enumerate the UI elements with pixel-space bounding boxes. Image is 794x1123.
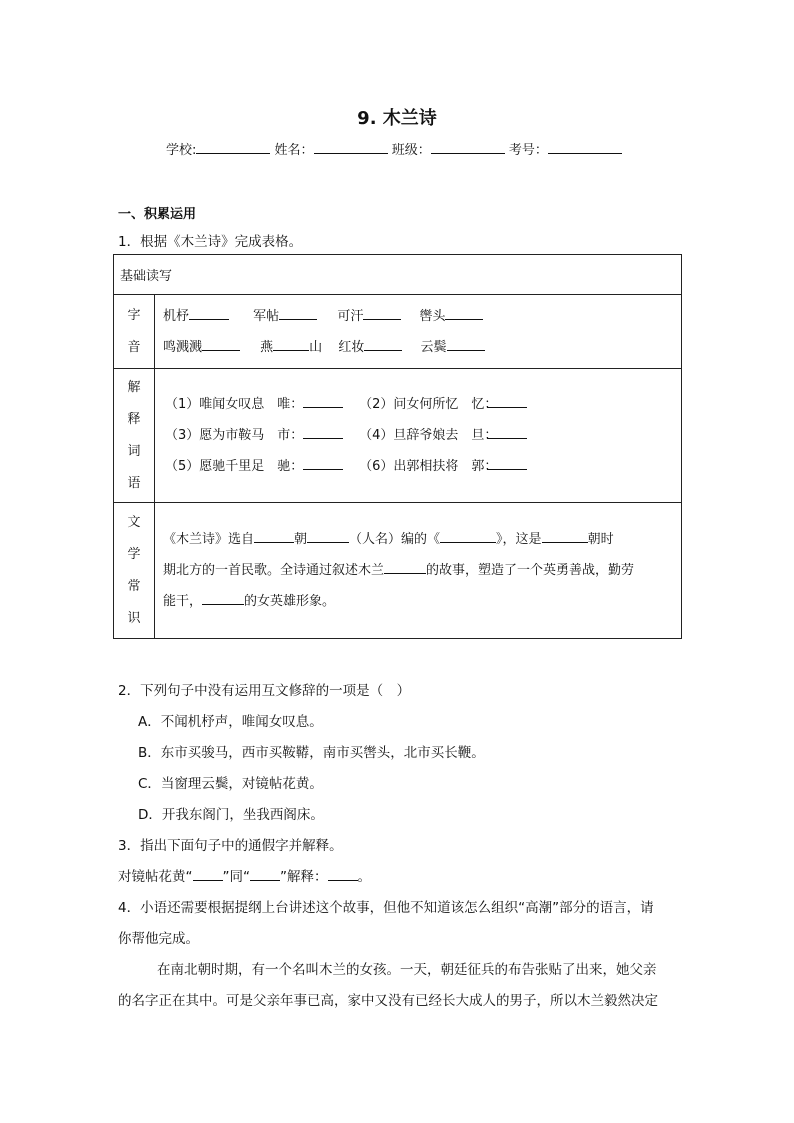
question-3-prompt: 3．指出下面句子中的通假字并解释。	[118, 838, 343, 854]
answer-blank[interactable]	[202, 337, 240, 351]
answer-blank[interactable]	[440, 529, 496, 543]
answer-blank[interactable]	[384, 560, 426, 574]
answer-blank[interactable]	[328, 867, 358, 881]
answer-blank[interactable]	[303, 394, 343, 408]
option-c[interactable]: C．当窗理云鬓，对镜帖花黄。	[138, 776, 323, 792]
table-header: 基础读写	[114, 255, 682, 295]
option-d[interactable]: D．开我东阁门，坐我西阁床。	[138, 807, 324, 823]
answer-blank[interactable]	[363, 306, 401, 320]
answer-blank[interactable]	[307, 529, 349, 543]
student-info-line	[166, 139, 622, 158]
answer-blank[interactable]	[303, 456, 343, 470]
story-paragraph-line-2: 的名字正在其中。可是父亲年事已高，家中又没有已经长大成人的男子，所以木兰毅然决定	[118, 993, 658, 1009]
section-heading: 一、积累运用	[118, 207, 197, 222]
answer-blank[interactable]	[189, 306, 229, 320]
answer-blank[interactable]	[445, 306, 483, 320]
question-1-prompt: 1．根据《木兰诗》完成表格。	[118, 234, 303, 250]
answer-blank[interactable]	[364, 337, 402, 351]
answer-blank[interactable]	[447, 337, 485, 351]
question-3-body: 对镜帖花黄“ ”同“ ”解释： 。	[118, 869, 371, 885]
answer-blank[interactable]	[254, 529, 294, 543]
answer-blank[interactable]	[487, 425, 527, 439]
answer-blank[interactable]	[273, 337, 309, 351]
school-label: 学校:	[166, 143, 197, 158]
option-b[interactable]: B．东市买骏马，西市买鞍鞯，南市买辔头，北市买长鞭。	[138, 745, 485, 761]
exam-no-field[interactable]	[548, 141, 622, 154]
answer-blank[interactable]	[202, 591, 244, 605]
class-field[interactable]	[431, 141, 505, 154]
answer-blank[interactable]	[487, 394, 527, 408]
row-label-literature: 文 学 常 识	[114, 503, 155, 639]
question-2-prompt: 2．下列句子中没有运用互文修辞的一项是（ ）	[118, 683, 411, 699]
row-label-pronunciation: 字 音	[114, 295, 155, 369]
answer-blank[interactable]	[487, 456, 527, 470]
story-paragraph-line-1: 在南北朝时期，有一个名叫木兰的女孩。一天，朝廷征兵的布告张贴了出来，她父亲	[157, 962, 657, 978]
q1-table	[113, 254, 682, 639]
name-field[interactable]	[314, 141, 388, 154]
answer-blank[interactable]	[542, 529, 588, 543]
literature-cell: 《木兰诗》选自 朝 （人名）编的《 》，这是 朝时 期北方的一首民歌。全诗通过叙述木兰 的故事，塑造了一个英勇善战，勤劳 能干， 的女英雄形象。	[155, 503, 682, 639]
row-label-vocabulary: 解 释 词 语	[114, 369, 155, 503]
answer-blank[interactable]	[303, 425, 343, 439]
answer-blank[interactable]	[193, 867, 223, 881]
school-field[interactable]	[196, 141, 270, 154]
vocabulary-cell: （1）唯闻女叹息 唯： （2）问女何所忆 忆： （3）愿为市鞍马 市： （4）旦辞爷娘去 旦： （5）愿驰千里足 驰： （6）出郭相扶将 郭：	[155, 369, 682, 503]
name-label: 姓名：	[274, 143, 314, 158]
answer-blank[interactable]	[279, 306, 317, 320]
question-4-prompt-line-1: 4．小语还需要根据提纲上台讲述这个故事，但他不知道该怎么组织“高潮”部分的语言，请	[118, 900, 654, 916]
answer-blank[interactable]	[250, 867, 280, 881]
class-label: 班级：	[391, 143, 431, 158]
option-a[interactable]: A．不闻机杼声，唯闻女叹息。	[138, 714, 323, 730]
page-title: 9. 木兰诗	[357, 108, 437, 129]
pronunciation-cell: 机杼 军帖 可汗 辔头 鸣溅溅 燕 山 红妆 云鬓	[155, 295, 682, 369]
exam-no-label: 考号：	[508, 143, 548, 158]
question-4-prompt-line-2: 你帮他完成。	[118, 931, 199, 947]
